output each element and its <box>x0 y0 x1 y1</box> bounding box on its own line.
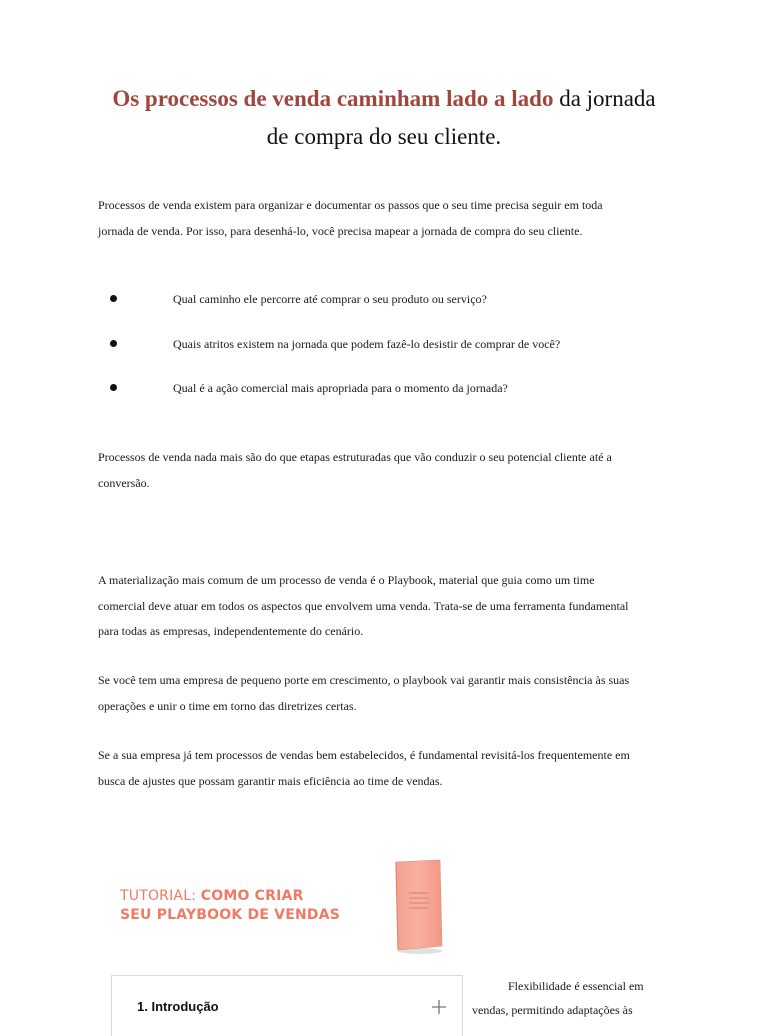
established-line-1: Se a sua empresa já tem processos de vendas bem estabelecidos, é fundamental revisitá-los frequentemente em <box>98 748 630 762</box>
small-business-line-1: Se você tem uma empresa de pequeno porte em crescimento, o playbook vai garantir mais consistência às suas <box>98 673 630 687</box>
established-paragraph <box>98 743 673 794</box>
side-paragraph <box>472 974 657 1022</box>
tutorial-prefix: TUTORIAL: <box>120 888 197 904</box>
question-item-2 <box>0 336 768 356</box>
question-item-3 <box>0 380 768 400</box>
bullet-icon <box>110 295 117 302</box>
playbook-paragraph <box>98 568 673 645</box>
playbook-book-icon <box>392 858 446 954</box>
question-text: Qual caminho ele percorre até comprar o seu produto ou serviço? <box>173 292 487 306</box>
tutorial-title-line1: COMO CRIAR <box>200 888 304 904</box>
definition-line-1: Processos de venda nada mais são do que etapas estruturadas que vão conduzir o seu potencial cliente até a <box>98 450 612 464</box>
question-text: Quais atritos existem na jornada que podem fazê-lo desistir de comprar de você? <box>173 337 561 351</box>
small-business-line-2: operações e unir o time em torno das diretrizes certas. <box>98 698 357 713</box>
established-line-2: busca de ajustes que possam garantir mais eficiência ao time de vendas. <box>98 773 443 788</box>
heading-accent: Os processos de venda caminham lado a lado <box>112 86 554 111</box>
small-business-paragraph <box>98 668 673 719</box>
intro-paragraph <box>98 193 673 244</box>
bullet-icon <box>110 340 117 347</box>
tutorial-title-line2: SEU PLAYBOOK DE VENDAS <box>120 907 341 923</box>
playbook-line-3: para todas as empresas, independentemente do cenário. <box>98 624 364 638</box>
question-text: Qual é a ação comercial mais apropriada para o momento da jornada? <box>173 381 508 395</box>
definition-paragraph <box>98 445 673 496</box>
section-heading <box>80 80 688 156</box>
accordion-item-introduction[interactable] <box>111 975 463 1036</box>
heading-rest-line2: de compra do seu cliente. <box>266 124 502 149</box>
heading-rest-line1: da jornada <box>553 86 656 111</box>
definition-line-2: conversão. <box>98 475 150 490</box>
tutorial-banner-title[interactable] <box>120 887 380 925</box>
side-line-1: Flexibilidade é essencial em <box>508 979 644 993</box>
playbook-line-2: comercial deve atuar em todos os aspectos que envolvem uma venda. Trata-se de uma ferramenta fundamental <box>98 598 629 613</box>
accordion-label: 1. Introdução <box>137 999 219 1014</box>
intro-line-2: jornada de venda. Por isso, para desenhá-lo, você precisa mapear a jornada de compra do seu cliente. <box>98 223 583 238</box>
plus-icon[interactable] <box>432 1000 446 1014</box>
intro-line-1: Processos de venda existem para organizar e documentar os passos que o seu time precisa seguir em toda <box>98 198 603 212</box>
playbook-line-1: A materialização mais comum de um processo de venda é o Playbook, material que guia como um time <box>98 573 595 587</box>
question-item-1 <box>0 291 768 311</box>
side-line-2: vendas, permitindo adaptações às <box>472 1003 633 1017</box>
bullet-icon <box>110 384 117 391</box>
